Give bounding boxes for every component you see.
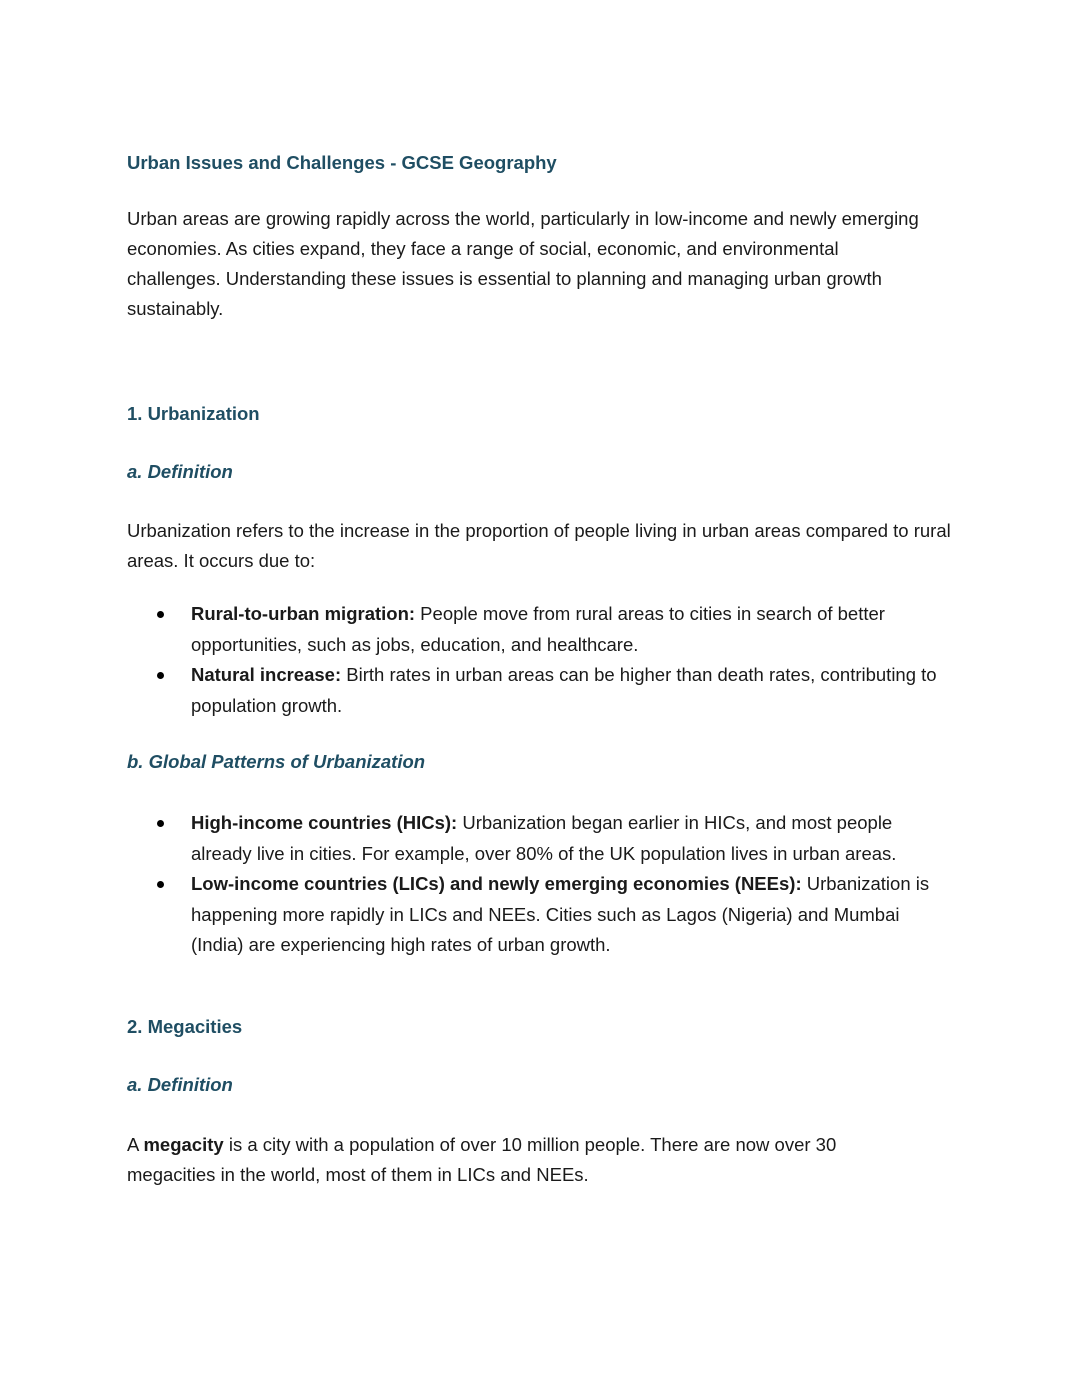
list-item bbox=[127, 869, 957, 961]
megacity-definition-text bbox=[127, 1130, 927, 1190]
bullet-icon bbox=[157, 611, 164, 618]
list-item bbox=[127, 599, 962, 660]
bullet-icon bbox=[157, 672, 164, 679]
bullet-term: High-income countries (HICs): bbox=[191, 812, 458, 833]
subheading-urbanization-definition: a. Definition bbox=[127, 461, 233, 482]
megacity-text-before: A bbox=[127, 1134, 144, 1155]
bullet-icon bbox=[157, 820, 164, 827]
document-title: Urban Issues and Challenges - GCSE Geography bbox=[127, 152, 557, 173]
section-heading-urbanization: 1. Urbanization bbox=[127, 403, 260, 424]
urbanization-definition-text: Urbanization refers to the increase in the proportion of people living in urban areas compared to rural areas. It occurs due to: bbox=[127, 520, 951, 571]
bullet-icon bbox=[157, 881, 164, 888]
bullet-term: Natural increase: bbox=[191, 664, 342, 685]
global-patterns-list bbox=[127, 808, 957, 961]
megacity-text-after: is a city with a population of over 10 million people. There are now over 30 megacities in the world, most of them in LICs and NEEs. bbox=[127, 1134, 837, 1185]
bullet-text: People move from rural areas to cities in search of better opportunities, such as jobs, education, and healthcare. bbox=[191, 603, 885, 655]
urbanization-causes-list bbox=[127, 599, 962, 721]
list-item bbox=[127, 660, 962, 721]
intro-paragraph: Urban areas are growing rapidly across the world, particularly in low-income and newly emerging economies. As cities expand, they face a range of social, economic, and environmental challenges. Understanding these issues is essential to planning and managing urban growth sustainably. bbox=[127, 208, 919, 319]
megacity-term: megacity bbox=[143, 1134, 224, 1155]
bullet-term: Rural-to-urban migration: bbox=[191, 603, 416, 624]
section-heading-megacities: 2. Megacities bbox=[127, 1016, 243, 1037]
subheading-global-patterns: b. Global Patterns of Urbanization bbox=[127, 751, 426, 772]
bullet-text: Urbanization began earlier in HICs, and most people already live in cities. For example, over 80% of the UK population lives in urban areas. bbox=[191, 812, 897, 864]
subheading-megacities-definition: a. Definition bbox=[127, 1074, 233, 1095]
list-item bbox=[127, 808, 957, 869]
bullet-text: Urbanization is happening more rapidly in LICs and NEEs. Cities such as Lagos (Nigeria) and Mumbai (India) are experiencing high rates of urban growth. bbox=[191, 873, 930, 955]
bullet-term: Low-income countries (LICs) and newly emerging economies (NEEs): bbox=[191, 873, 802, 894]
bullet-text: Birth rates in urban areas can be higher than death rates, contributing to population growth. bbox=[191, 664, 937, 716]
